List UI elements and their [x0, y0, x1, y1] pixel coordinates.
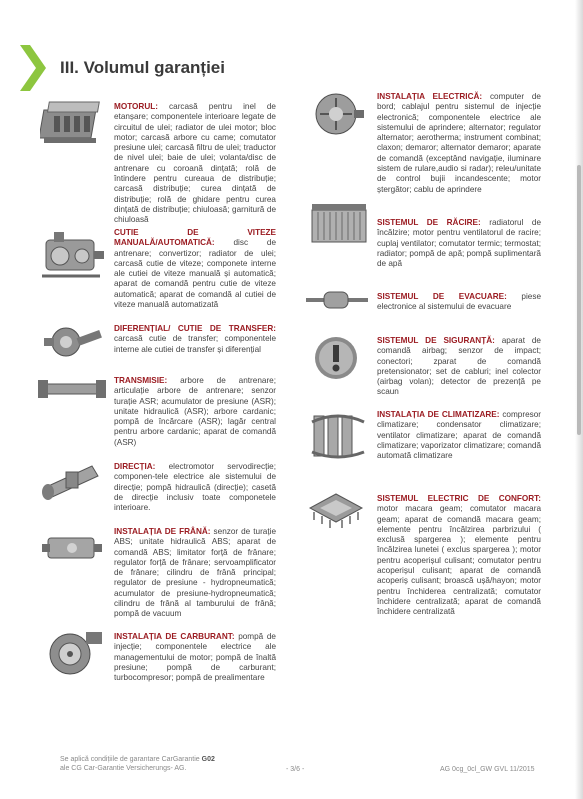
- section-gearbox: [114, 228, 276, 310]
- footer-line2: ale CG Car-Garantie Versicherungs- AG.: [60, 765, 187, 772]
- section-heading: SISTEMUL DE RĂCIRE:: [377, 218, 481, 227]
- driveshaft-icon: [38, 374, 108, 404]
- section-heading: DIRECȚIA:: [114, 462, 156, 471]
- section-text: pompă de injecție; componentele electrice ale managementului de motor; pompă de înaltă presiune; pompă de carburant; turbocompresor; pompă de prealimentare: [114, 632, 276, 683]
- footer-document-code: AG 0cg_0cl_GW GVL 11/2015: [440, 766, 535, 773]
- section-text: disc de antrenare; convertizor; radiator de ulei; carcasă cutie de viteze; componete interne ale cutiei de viteze manuală și automatică; aparat de comandă pentru cutie de viteze automatică; aparat de comandă al cutiei de viteze manuală automatizată: [114, 238, 276, 310]
- warning-icon: [312, 334, 360, 382]
- section-text: computer de bord; cablajul pentru sistemul de injecție electronică; componentele electrice ale sistemului de aprindere; alternator; regulator alternator; aerotherma; instrument combinat; claxon; demaror; alternator demaror; aparate de comandă (exceptând navigație, iluminare sistem de rulare,audio si radar); releu/unitate de control bujii incandescente; motor ștergător; cablu de aprindere: [377, 92, 541, 194]
- section-comfort: [377, 494, 541, 618]
- section-text: aparat de comandă airbag; senzor de impact; conectori; zparat de comandă pretensionator; set de cabluri; inel colector (airbag volan); detector de prezență pe scaun: [377, 336, 541, 397]
- section-transmission: [114, 376, 276, 448]
- chip-icon: [306, 490, 366, 534]
- section-climate: [377, 410, 541, 461]
- radiator-icon: [308, 200, 370, 248]
- section-cooling: [377, 218, 541, 269]
- footer-code-bold: G02: [201, 756, 215, 763]
- gearbox-icon: [40, 226, 106, 282]
- chevron-right-icon: [18, 45, 48, 91]
- section-text: compresor climatizare; condensator climatizare; ventilator climatizare; aparat de comandă climatizare; vaporizator climatizare; comandă automată climatizare: [377, 410, 542, 461]
- footer-line1: Se aplică condițiile de garantare CarGarantie: [60, 756, 202, 763]
- scrollbar-thumb[interactable]: [577, 165, 581, 435]
- section-text: senzor de turație ABS; unitate hidraulică ABS; aparat de comandă ABS; limitator forță de frânare; regulator forță de frânare; servoamplificator de frânare; cilindru de frână principal; regulator de presiune - hydropneumatică; acumulator de presiune-hydropneumatică; cilindru de frână al tamburului de frână; pompă de vacuum: [114, 527, 276, 619]
- section-heading: SISTEMUL DE SIGURANȚĂ:: [377, 336, 495, 345]
- section-steering: [114, 462, 276, 513]
- engine-block-icon: [40, 98, 104, 148]
- section-electrical: [377, 92, 541, 195]
- section-heading: MOTORUL:: [114, 102, 158, 111]
- section-heading: INSTALAȚIA ELECTRICĂ:: [377, 92, 483, 101]
- climate-icon: [308, 408, 368, 462]
- page-title: III. Volumul garanției: [60, 58, 225, 77]
- section-text: carcasă pentru inel de etanșare; componentele interioare legate de circuitul de ulei; radiator de ulei motor; bloc motor; carcasă arbore cu came; comutator presiune ulei; carcasă filtru de ulei; traductor de nivel ulei; baie de ulei; volanta/disc de antrenare cu coroană dințată; rolă de întindere pentru cureaua de distribuție; carcasă distribuție; curea dințată de distribuție; rolă de ghidare pentru curea dințată de distribuție; chiuloasă; garnitură de chiuloasă: [114, 102, 276, 225]
- section-heading: SISTEMUL DE EVACUARE:: [377, 292, 507, 301]
- section-text: motor macara geam; comutator macara geam; aparat de comandă macara geam; elemente pentru încălzirea parbrizului ( exclusă spargerea ); elemente pentru încălzirea lunetei ( exclus spargerea ); motor pentru acoperișul culisant; comutator pentru acoperișul culisant; aparat de comandă acoperiș culisant; broască ușă/hayon; motor pentru închiderea centralizată; comutator închidere centralizată; aparat de comandă închidere centralizată: [377, 504, 541, 617]
- differential-icon: [42, 322, 104, 362]
- section-text: piese electronice al sistemului de evacuare: [377, 292, 541, 312]
- turbo-icon: [40, 628, 106, 678]
- brake-icon: [42, 528, 102, 568]
- alternator-icon: [310, 88, 366, 140]
- steering-icon: [40, 458, 106, 502]
- exhaust-icon: [304, 288, 370, 312]
- section-text: arbore de antrenare; articulație arbore de antrenare; senzor turație ASR; acumulator de presiune (ASR); unitate hidraulică (ASR); arbore cardanic; pompă de încărcare (ASR); lagăr central pentru arbore cardanic; aparat de comandă (ASR): [114, 376, 276, 447]
- section-heading: TRANSMISIE:: [114, 376, 168, 385]
- section-heading: DIFERENȚIAL/ CUTIE DE TRANSFER:: [114, 324, 276, 333]
- section-text: carcasă cutie de transfer; componentele interne ale cutiei de transfer și diferențial: [114, 334, 276, 354]
- section-heading: SISTEMUL ELECTRIC DE CONFORT:: [377, 494, 541, 503]
- footer-terms: [60, 756, 215, 772]
- section-brakes: [114, 527, 276, 620]
- section-motor: [114, 102, 276, 226]
- section-heading: INSTALAȚIA DE FRÂNĂ:: [114, 527, 211, 536]
- section-text: radiatorul de încălzire; motor pentru ventilatorul de racire; cuplaj ventilator; comutator termic; termostat; radiator; pompă de apă; pompă suplimentară de apă: [377, 218, 541, 269]
- section-fuel: [114, 632, 276, 683]
- section-text: electromotor servodirecție; componen-tele electrice ale sistemului de direcție; pompă hidraulică (direcție); casetă de direcție inclusiv toate componetele interioare.: [114, 462, 276, 513]
- page-number: - 3/6 -: [286, 766, 305, 773]
- section-heading: CUTIE DE VITEZE MANUALĂ/AUTOMATICĂ:: [114, 228, 276, 248]
- section-heading: INSTALAȚIA DE CARBURANT:: [114, 632, 235, 641]
- section-differential: [114, 324, 276, 355]
- section-safety: [377, 336, 541, 398]
- section-heading: INSTALAȚIA DE CLIMATIZARE:: [377, 410, 500, 419]
- section-exhaust: [377, 292, 541, 313]
